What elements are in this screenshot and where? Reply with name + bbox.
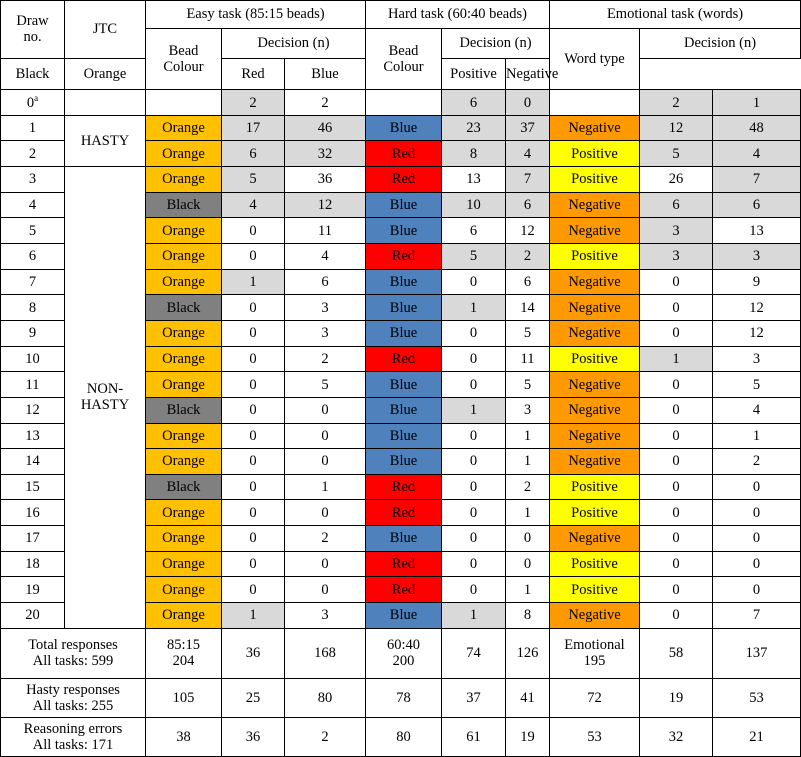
hard-bead-colour: Blue (366, 269, 442, 295)
word-type: Negative (550, 423, 640, 449)
easy-bead-colour: Orange (146, 141, 222, 167)
easy-bead-colour: Orange (146, 218, 222, 244)
hard-blue-count: 1 (506, 449, 550, 475)
easy-black-count: 6 (222, 141, 285, 167)
emo-positive-count: 26 (640, 167, 713, 193)
header-col-red: Red (222, 58, 285, 89)
emo-positive-count: 12 (640, 115, 713, 141)
emo-negative-count: 48 (713, 115, 801, 141)
emo-positive-count: 5 (640, 141, 713, 167)
hard-blue-count: 5 (506, 372, 550, 398)
easy-orange-count: 3 (285, 295, 366, 321)
easy-bead-colour: Orange (146, 500, 222, 526)
draw-number: 18 (1, 551, 65, 577)
emo-positive-count: 0 (640, 449, 713, 475)
header-col-negative: Negative (506, 58, 550, 89)
header-word-type: Word type (550, 28, 640, 89)
summary-hard-total: 60:40 200 (366, 628, 442, 678)
word-type: Negative (550, 320, 640, 346)
hard-red-count: 13 (442, 167, 506, 193)
hard-bead-colour: Blue (366, 115, 442, 141)
word-type: Positive (550, 167, 640, 193)
header-col-orange: Orange (65, 58, 146, 89)
summary-emo-positive: 58 (640, 628, 713, 678)
header-easy-bead-colour: Bead Colour (146, 28, 222, 89)
emo-negative-count: 1 (713, 90, 801, 116)
easy-orange-count: 2 (285, 90, 366, 116)
easy-black-count: 1 (222, 269, 285, 295)
header-col-blue: Blue (285, 58, 366, 89)
draw-number: 3 (1, 167, 65, 193)
emo-negative-count: 0 (713, 577, 801, 603)
emo-negative-count: 1 (713, 423, 801, 449)
summary-easy-total: 105 (146, 678, 222, 717)
easy-bead-colour: Black (146, 295, 222, 321)
easy-orange-count: 2 (285, 346, 366, 372)
easy-bead-colour: Orange (146, 526, 222, 552)
easy-orange-count: 1 (285, 474, 366, 500)
hard-red-count: 6 (442, 90, 506, 116)
hard-red-count: 0 (442, 474, 506, 500)
hard-red-count: 1 (442, 397, 506, 423)
summary-emo-total: 72 (550, 678, 640, 717)
summary-easy-black: 36 (222, 628, 285, 678)
draw-number: 14 (1, 449, 65, 475)
draw-number: 9 (1, 320, 65, 346)
word-type: Positive (550, 551, 640, 577)
easy-black-count: 0 (222, 397, 285, 423)
hard-red-count: 0 (442, 372, 506, 398)
easy-bead-colour: Orange (146, 244, 222, 270)
easy-orange-count: 5 (285, 372, 366, 398)
easy-black-count: 0 (222, 577, 285, 603)
easy-bead-colour: Orange (146, 372, 222, 398)
word-type: Negative (550, 295, 640, 321)
summary-label: Reasoning errors All tasks: 171 (1, 717, 146, 756)
word-type: Positive (550, 500, 640, 526)
summary-emo-positive: 19 (640, 678, 713, 717)
easy-orange-count: 0 (285, 423, 366, 449)
easy-bead-colour: Black (146, 474, 222, 500)
draw-number: 7 (1, 269, 65, 295)
easy-orange-count: 0 (285, 551, 366, 577)
summary-emo-positive: 32 (640, 717, 713, 756)
emo-positive-count: 1 (640, 346, 713, 372)
hard-bead-colour: Red (366, 500, 442, 526)
word-type: Positive (550, 577, 640, 603)
hard-bead-colour: Blue (366, 423, 442, 449)
summary-hard-red: 74 (442, 628, 506, 678)
hard-red-count: 0 (442, 320, 506, 346)
hard-red-count: 1 (442, 603, 506, 629)
header-emotional-task: Emotional task (words) (550, 1, 801, 29)
emo-positive-count: 2 (640, 90, 713, 116)
emo-negative-count: 7 (713, 603, 801, 629)
summary-label: Hasty responses All tasks: 255 (1, 678, 146, 717)
summary-hard-red: 37 (442, 678, 506, 717)
table-row (1, 90, 801, 116)
hard-bead-colour: Blue (366, 397, 442, 423)
draw-number: 8 (1, 295, 65, 321)
summary-easy-black: 25 (222, 678, 285, 717)
hard-blue-count: 2 (506, 474, 550, 500)
summary-hasty-responses (1, 678, 801, 717)
emo-negative-count: 9 (713, 269, 801, 295)
summary-easy-black: 36 (222, 717, 285, 756)
word-type: Negative (550, 449, 640, 475)
jtc-group-hasty: HASTY (65, 115, 146, 166)
hard-blue-count: 6 (506, 192, 550, 218)
word-type: Negative (550, 526, 640, 552)
easy-orange-count: 0 (285, 500, 366, 526)
header-emo-decision: Decision (n) (640, 28, 801, 58)
emo-negative-count: 7 (713, 167, 801, 193)
hard-bead-colour: Red (366, 244, 442, 270)
header-hard-task: Hard task (60:40 beads) (366, 1, 550, 29)
table-row (1, 167, 801, 193)
easy-bead-colour: Orange (146, 320, 222, 346)
emo-negative-count: 2 (713, 449, 801, 475)
hard-bead-colour: Red (366, 346, 442, 372)
easy-bead-colour: Black (146, 397, 222, 423)
easy-black-count: 5 (222, 167, 285, 193)
hard-red-count: 0 (442, 269, 506, 295)
hard-bead-colour: Red (366, 474, 442, 500)
easy-black-count: 0 (222, 526, 285, 552)
hard-blue-count: 4 (506, 141, 550, 167)
summary-emo-negative: 21 (713, 717, 801, 756)
word-type: Negative (550, 603, 640, 629)
hard-blue-count: 1 (506, 577, 550, 603)
summary-hard-total: 80 (366, 717, 442, 756)
hard-blue-count: 3 (506, 397, 550, 423)
easy-orange-count: 2 (285, 526, 366, 552)
hard-blue-count: 6 (506, 269, 550, 295)
draw-number: 11 (1, 372, 65, 398)
emo-positive-count: 0 (640, 551, 713, 577)
easy-orange-count: 12 (285, 192, 366, 218)
draw-number: 17 (1, 526, 65, 552)
easy-black-count: 0 (222, 320, 285, 346)
easy-bead-colour: Orange (146, 115, 222, 141)
hard-red-count: 0 (442, 577, 506, 603)
easy-orange-count: 36 (285, 167, 366, 193)
easy-bead-colour: Orange (146, 346, 222, 372)
emo-negative-count: 5 (713, 372, 801, 398)
hard-blue-count: 37 (506, 115, 550, 141)
emo-negative-count: 0 (713, 474, 801, 500)
header-col-positive: Positive (442, 58, 506, 89)
hard-bead-colour: Blue (366, 603, 442, 629)
summary-emo-negative: 137 (713, 628, 801, 678)
easy-black-count: 0 (222, 423, 285, 449)
hard-bead-colour: Blue (366, 295, 442, 321)
easy-black-count: 0 (222, 372, 285, 398)
emo-positive-count: 0 (640, 526, 713, 552)
emo-positive-count: 0 (640, 577, 713, 603)
hard-bead-colour: Blue (366, 192, 442, 218)
draw-number: 13 (1, 423, 65, 449)
emo-positive-count: 0 (640, 269, 713, 295)
easy-black-count: 0 (222, 244, 285, 270)
header-hard-bead-colour: Bead Colour (366, 28, 442, 89)
hard-bead-colour: Blue (366, 526, 442, 552)
hard-red-count: 8 (442, 141, 506, 167)
hard-bead-colour: Blue (366, 320, 442, 346)
hard-red-count: 10 (442, 192, 506, 218)
easy-orange-count: 0 (285, 449, 366, 475)
hard-blue-count: 1 (506, 500, 550, 526)
emo-positive-count: 0 (640, 320, 713, 346)
emo-negative-count: 4 (713, 141, 801, 167)
draw-number: 12 (1, 397, 65, 423)
hard-blue-count: 8 (506, 603, 550, 629)
draw-number: 1 (1, 115, 65, 141)
emo-positive-count: 0 (640, 474, 713, 500)
header-hard-decision: Decision (n) (442, 28, 550, 58)
easy-bead-colour: Orange (146, 269, 222, 295)
easy-orange-count: 32 (285, 141, 366, 167)
easy-bead-colour: Orange (146, 423, 222, 449)
draw-number: 4 (1, 192, 65, 218)
summary-total-responses (1, 628, 801, 678)
emo-negative-count: 6 (713, 192, 801, 218)
hard-red-count: 0 (442, 500, 506, 526)
easy-orange-count: 4 (285, 244, 366, 270)
easy-black-count: 0 (222, 295, 285, 321)
summary-easy-total: 38 (146, 717, 222, 756)
easy-black-count: 0 (222, 449, 285, 475)
emo-negative-count: 0 (713, 500, 801, 526)
easy-bead-colour: Orange (146, 577, 222, 603)
summary-hard-total: 78 (366, 678, 442, 717)
emo-negative-count: 3 (713, 244, 801, 270)
hard-bead-colour: Blue (366, 218, 442, 244)
easy-black-count: 0 (222, 218, 285, 244)
summary-easy-total: 85:15 204 (146, 628, 222, 678)
hard-blue-count: 11 (506, 346, 550, 372)
footnote-mark: a (34, 92, 39, 103)
easy-bead-colour: Orange (146, 167, 222, 193)
hard-blue-count: 0 (506, 526, 550, 552)
easy-orange-count: 46 (285, 115, 366, 141)
easy-bead-colour: Orange (146, 603, 222, 629)
hard-red-count: 0 (442, 346, 506, 372)
jtc-group-non-hasty: NON- HASTY (65, 167, 146, 629)
table-body (1, 1, 801, 757)
easy-black-count: 1 (222, 603, 285, 629)
draw-number: 10 (1, 346, 65, 372)
draw-number: 20 (1, 603, 65, 629)
emo-positive-count: 0 (640, 423, 713, 449)
easy-bead-colour: Orange (146, 449, 222, 475)
hard-red-count: 1 (442, 295, 506, 321)
word-type: Negative (550, 218, 640, 244)
easy-bead-colour: Black (146, 192, 222, 218)
easy-orange-count: 0 (285, 397, 366, 423)
hard-bead-colour: Red (366, 551, 442, 577)
emo-positive-count: 3 (640, 218, 713, 244)
emo-negative-count: 4 (713, 397, 801, 423)
hard-bead-colour: Red (366, 577, 442, 603)
summary-hard-blue: 19 (506, 717, 550, 756)
hard-blue-count: 14 (506, 295, 550, 321)
easy-black-count: 0 (222, 474, 285, 500)
hard-blue-count: 0 (506, 551, 550, 577)
summary-reasoning-errors (1, 717, 801, 756)
summary-hard-blue: 41 (506, 678, 550, 717)
summary-emo-total: Emotional 195 (550, 628, 640, 678)
header-row-1 (1, 1, 801, 29)
word-type: Positive (550, 474, 640, 500)
summary-easy-orange: 80 (285, 678, 366, 717)
hard-bead-colour: Blue (366, 449, 442, 475)
word-type: Positive (550, 346, 640, 372)
emo-positive-count: 0 (640, 295, 713, 321)
easy-black-count: 0 (222, 500, 285, 526)
word-type: Negative (550, 115, 640, 141)
header-easy-task: Easy task (85:15 beads) (146, 1, 366, 29)
hard-blue-count: 1 (506, 423, 550, 449)
emo-negative-count: 12 (713, 295, 801, 321)
hard-blue-count: 5 (506, 320, 550, 346)
summary-label: Total responses All tasks: 599 (1, 628, 146, 678)
hard-blue-count: 0 (506, 90, 550, 116)
hard-blue-count: 12 (506, 218, 550, 244)
easy-orange-count: 6 (285, 269, 366, 295)
easy-black-count: 17 (222, 115, 285, 141)
draw-number: 0$^a$ (1, 90, 65, 116)
emo-positive-count: 0 (640, 397, 713, 423)
emo-negative-count: 3 (713, 346, 801, 372)
hard-bead-colour (366, 90, 442, 116)
hard-red-count: 0 (442, 551, 506, 577)
easy-black-count: 0 (222, 346, 285, 372)
emo-positive-count: 0 (640, 500, 713, 526)
hard-red-count: 23 (442, 115, 506, 141)
jtc-blank (65, 90, 146, 116)
emo-negative-count: 13 (713, 218, 801, 244)
word-type: Negative (550, 397, 640, 423)
hard-red-count: 6 (442, 218, 506, 244)
draw-number: 15 (1, 474, 65, 500)
draw-number: 6 (1, 244, 65, 270)
header-draw-no: Draw no. (1, 1, 65, 59)
easy-black-count: 4 (222, 192, 285, 218)
emo-positive-count: 0 (640, 603, 713, 629)
emo-positive-count: 3 (640, 244, 713, 270)
word-type: Negative (550, 269, 640, 295)
easy-orange-count: 0 (285, 577, 366, 603)
easy-orange-count: 3 (285, 603, 366, 629)
hard-red-count: 0 (442, 423, 506, 449)
draw-number: 5 (1, 218, 65, 244)
word-type: Negative (550, 192, 640, 218)
draw-number: 19 (1, 577, 65, 603)
hard-red-count: 0 (442, 526, 506, 552)
header-easy-decision: Decision (n) (222, 28, 366, 58)
word-type: Negative (550, 372, 640, 398)
table-row (1, 115, 801, 141)
emo-positive-count: 6 (640, 192, 713, 218)
summary-hard-blue: 126 (506, 628, 550, 678)
summary-emo-negative: 53 (713, 678, 801, 717)
easy-black-count: 0 (222, 551, 285, 577)
summary-easy-orange: 2 (285, 717, 366, 756)
hard-red-count: 5 (442, 244, 506, 270)
header-jtc: JTC (65, 1, 146, 59)
hard-bead-colour: Blue (366, 372, 442, 398)
draw-number: 2 (1, 141, 65, 167)
hard-red-count: 0 (442, 449, 506, 475)
emo-negative-count: 12 (713, 320, 801, 346)
easy-black-count: 2 (222, 90, 285, 116)
summary-easy-orange: 168 (285, 628, 366, 678)
easy-bead-colour: Orange (146, 551, 222, 577)
word-type: Positive (550, 244, 640, 270)
easy-orange-count: 3 (285, 320, 366, 346)
summary-hard-red: 61 (442, 717, 506, 756)
header-col-black: Black (1, 58, 65, 89)
easy-bead-colour (146, 90, 222, 116)
hard-bead-colour: Red (366, 141, 442, 167)
hard-blue-count: 7 (506, 167, 550, 193)
hard-blue-count: 2 (506, 244, 550, 270)
word-type: Positive (550, 141, 640, 167)
emo-positive-count: 0 (640, 372, 713, 398)
emo-negative-count: 0 (713, 551, 801, 577)
emo-negative-count: 0 (713, 526, 801, 552)
word-type (550, 90, 640, 116)
summary-emo-total: 53 (550, 717, 640, 756)
easy-orange-count: 11 (285, 218, 366, 244)
hard-bead-colour: Red (366, 167, 442, 193)
draw-number: 16 (1, 500, 65, 526)
